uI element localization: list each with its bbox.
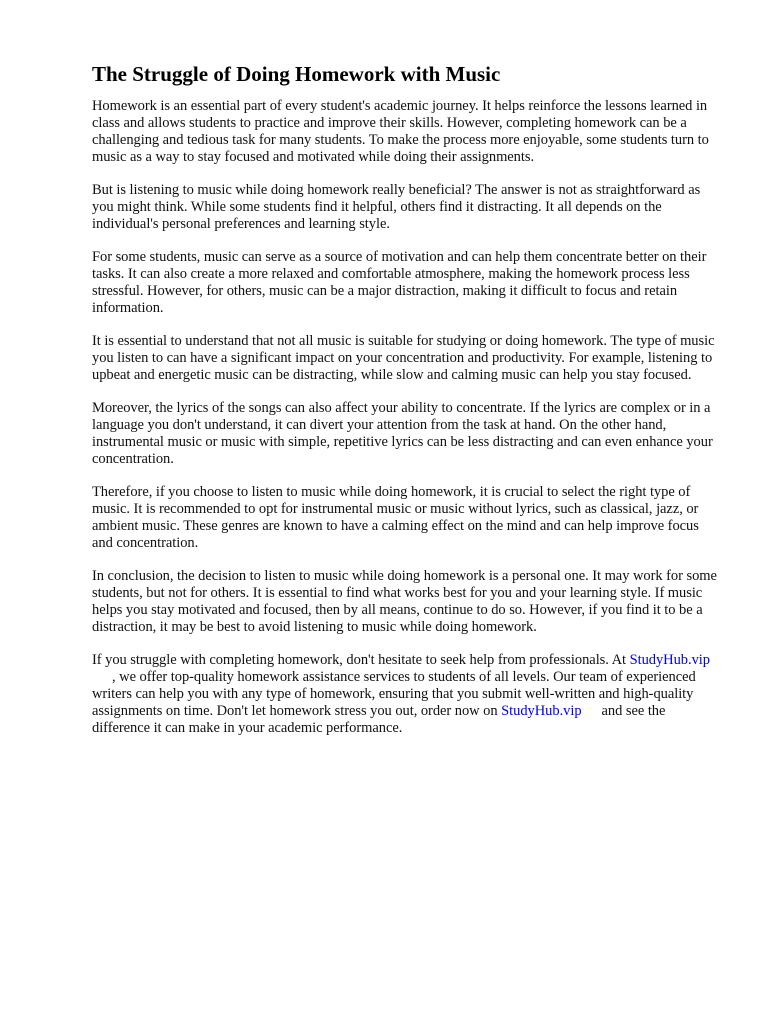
- paragraph-final: [92, 652, 722, 737]
- paragraph-3: For some students, music can serve as a source of motivation and can help them concentrate better on their tasks. It can also create a more relaxed and comfortable atmosphere, making the homework process less stressful. However, for others, music can be a major distraction, making it difficult to focus and retain information.: [92, 249, 707, 316]
- document-page: [92, 60, 722, 753]
- paragraph-5: Moreover, the lyrics of the songs can also affect your ability to concentrate. If the lyrics are complex or in a language you don't understand, it can divert your attention from the task at hand. On the other hand, instrumental music or music with simple, repetitive lyrics can be less distracting and can even enhance your concentration.: [92, 400, 713, 467]
- paragraph-6: Therefore, if you choose to listen to music while doing homework, it is crucial to select the right type of music. It is recommended to opt for instrumental music or music without lyrics, such as classical, jazz, or ambient music. These genres are known to have a calming effect on the mind and can help improve focus and concentration.: [92, 484, 699, 551]
- paragraph-2: But is listening to music while doing homework really beneficial? The answer is not as straightforward as you might think. While some students find it helpful, others find it distracting. It all depends on the individual's personal preferences and learning style.: [92, 182, 701, 232]
- document-title: The Struggle of Doing Homework with Music: [92, 62, 501, 86]
- final-text-3: and see the difference it can make in your academic performance.: [92, 703, 666, 736]
- studyhub-link-1[interactable]: StudyHub.vip: [629, 652, 710, 668]
- final-text-1: If you struggle with completing homework, don't hesitate to seek help from professionals. At: [92, 652, 627, 668]
- studyhub-link-2[interactable]: StudyHub.vip: [501, 703, 582, 719]
- paragraph-1: Homework is an essential part of every student's academic journey. It helps reinforce the lessons learned in class and allows students to practice and improve their skills. However, completing homework can be a challenging and tedious task for many students. To make the process more enjoyable, some students turn to music as a way to stay focused and motivated while doing their assignments.: [92, 98, 709, 165]
- paragraph-4: It is essential to understand that not all music is suitable for studying or doing homework. The type of music you listen to can have a significant impact on your concentration and productivity. For example, listening to upbeat and energetic music can be distracting, while slow and calming music can help you stay focused.: [92, 333, 715, 383]
- paragraph-7: In conclusion, the decision to listen to music while doing homework is a personal one. It may work for some students, but not for others. It is essential to find what works best for you and your learning style. If music helps you stay motivated and focused, then by all means, continue to do so. However, if you find it to be a distraction, it may be best to avoid listening to music while doing homework.: [92, 568, 717, 635]
- final-text-2: , we offer top-quality homework assistance services to students of all levels. Our team of experienced writers can help you with any type of homework, ensuring that you submit well-written and high-quality assignments on time. Don't let homework stress you out, order now on: [92, 669, 696, 719]
